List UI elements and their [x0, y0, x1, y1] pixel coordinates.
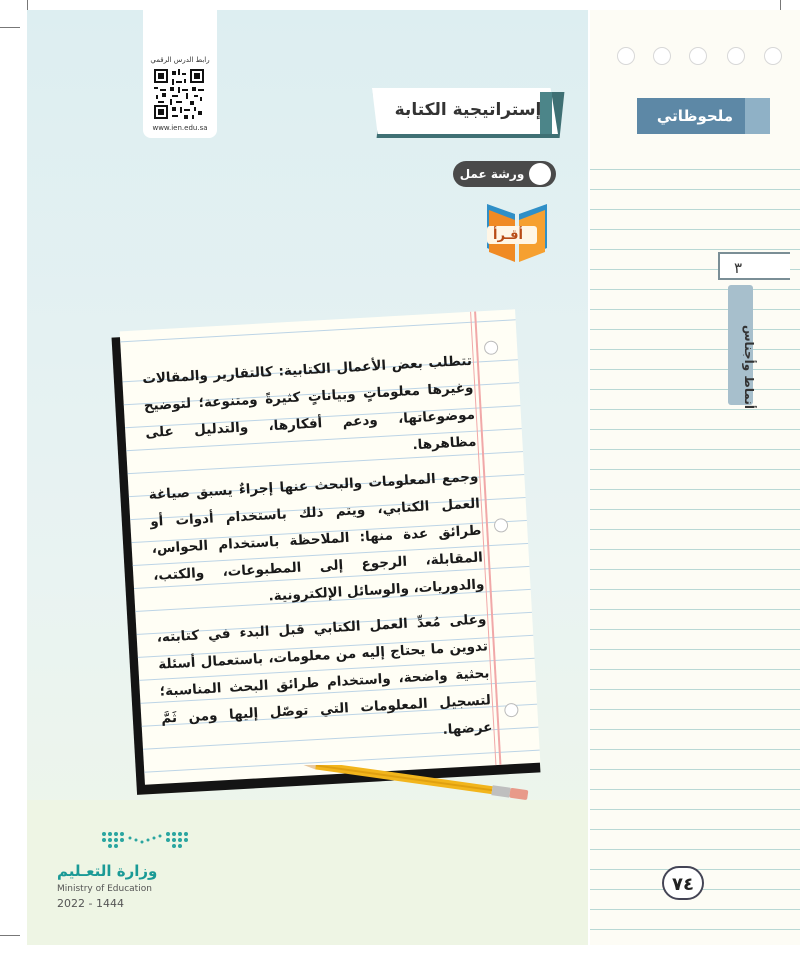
- ministry-logo-icon: [98, 826, 192, 858]
- binder-hole: [617, 47, 635, 65]
- unit-number: ٣: [718, 252, 790, 280]
- ministry-name-english: Ministry of Education: [57, 884, 152, 894]
- edition-year: 2022 - 1444: [57, 897, 124, 910]
- crop-mark: [0, 935, 20, 936]
- paper-paragraph: وعلى مُعدِّ العمل الكتابي قبل البدء في كتابته، تدوين ما يحتاج إليه من معلومات، باستعمال أسئلة بحثية واضحة، واستخدام طرائق البحث المناسبة؛ لتسجيل المعلومات التي توصّل إليها ومن ثَمَّ عرضها.: [156, 611, 493, 738]
- paper-paragraph: وجمع المعلومات والبحث عنها إجراءٌ يسبق صياغة العمل الكتابي، ويتم ذلك باستخدام أدوات أو طرائق عدة منها: الملاحظة باستخدام الحواس، المقابلة، الرجوع إلى المطبوعات، والكتب، والدوريات، والوسائل الإلكترونية.: [148, 468, 485, 605]
- paper-hole: [494, 518, 509, 533]
- binder-hole: [653, 47, 671, 65]
- paper-hole: [504, 703, 519, 718]
- lesson-title: إستراتيجية الكتابة: [394, 100, 542, 120]
- notes-title: ملحوظاتي: [656, 107, 734, 125]
- binder-hole: [727, 47, 745, 65]
- ministry-name-arabic: وزارة التعـليم: [57, 862, 158, 880]
- pill-circle-icon: [529, 163, 551, 185]
- page-number: ٧٤: [662, 866, 704, 900]
- binder-hole: [689, 47, 707, 65]
- paper-body: [142, 348, 494, 768]
- paper-hole: [484, 340, 499, 355]
- read-label: أقـرأ: [493, 228, 523, 243]
- section-label: ورشة عمل: [459, 167, 525, 181]
- crop-mark: [0, 27, 20, 28]
- qr-code-icon[interactable]: [154, 69, 204, 119]
- qr-label: رابط الدرس الرقمي: [150, 56, 210, 64]
- pencil-icon: [292, 765, 537, 805]
- binder-hole: [764, 47, 782, 65]
- paper-paragraph: تتطلب بعض الأعمال الكتابية: كالتقارير والمقالات وغيرها معلوماتٍ وبياناتٍ كثيرةً ومتنوعة؛ لتوضيح موضوعاتها، ودعم أفكارها، والتدليل على مظاهرها.: [141, 352, 477, 454]
- unit-name: وأجناس: [742, 325, 756, 372]
- qr-url[interactable]: www.ien.edu.sa: [152, 124, 208, 132]
- notebook-paper: [120, 309, 541, 784]
- notes-page: [590, 10, 800, 945]
